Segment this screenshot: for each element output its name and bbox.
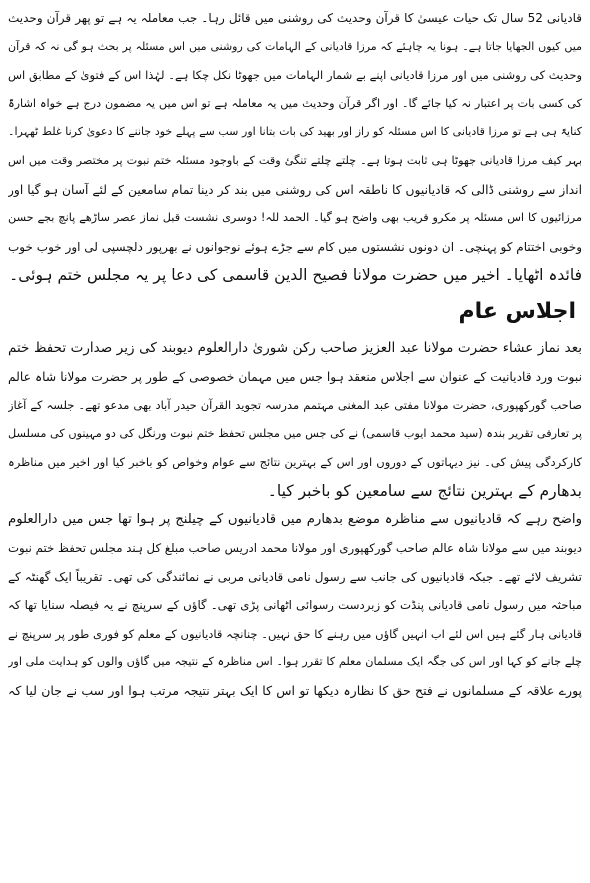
- text-line: فائدہ اٹھایا۔ اخیر میں حضرت مولانا فصیح الدین قاسمی کی دعا پر یہ مجلس ختم ہوئی۔: [9, 266, 582, 285]
- text-line: پر تعارفی تقریر بندہ (سید محمد ایوب قاسمی) نے کی جس میں مجلس تحفظ ختم نبوت ورنگل کی دو مہینوں کی مسلسل: [8, 426, 582, 440]
- text-line: صاحب گورکھپوری، حضرت مولانا مفتی عبد المغنی مہتمم مدرسہ تجوید القرآن حیدر آباد بھی مدعو تھے۔ جلسہ کے آغاز: [8, 398, 582, 413]
- text-line: کارکردگی پیش کی۔ نیز دیہاتوں کے دوروں اور اس کے بہترین نتائج سے عوام وخواص کو باخبر کیا اور اخیر میں مناظرہ: [8, 455, 582, 470]
- paragraph-1: [8, 4, 582, 290]
- text-line: چلے جانے کو کہا اور اس کی جگہ ایک مسلمان معلم کا تقرر ہوا۔ اس مناظرہ کے نتیجہ میں گاؤں والوں کو ہدایت ملی اور: [8, 655, 582, 669]
- text-line: انداز سے روشنی ڈالی کہ قادیانیوں کا ناطقہ اس کی روشنی میں بند کر دینا تمام سامعین کے لئے آسان ہو گیا اور: [8, 182, 582, 197]
- document-page: [8, 4, 582, 706]
- text-line: نبوت ورد قادیانیت کے عنوان سے اجلاس منعقد ہوا جس میں مہمان خصوصی کے طور پر حضرت مولانا شاہ عالم: [8, 369, 582, 384]
- text-line: مباحثہ میں رسول نامی قادیانی پنڈت کو زبردست رسوائی اٹھانی پڑی تھی۔ گاؤں کے سرپنچ نے یہ فیصلہ سنایا تھا کہ: [8, 598, 582, 613]
- text-line: کنایۃً ہی ہے تو مرزا قادیانی کا اس مسئلہ کو راز اور بھید کی بات بتانا اور سب سے پہلے خود جاننے کا دعویٰ کرنا غلط ٹھہرا۔: [8, 125, 582, 139]
- text-line: مرزائیوں کا اس مسئلہ پر مکرو فریب بھی واضح ہو گیا۔ الحمد للہ! دوسری نشست قبل نماز عصر ساڑھے پانچ بجے حسن: [8, 211, 582, 225]
- text-line: بہر کیف مرزا قادیانی جھوٹا ہی ثابت ہوتا ہے۔ چلتے چلتے تنگیٔ وقت کے باوجود مسئلہ ختم نبوت پر مختصر وقت میں اس: [8, 153, 582, 167]
- text-line: بعد نماز عشاء حضرت مولانا عبد العزیز صاحب رکن شوریٰ دارالعلوم دیوبند کی زیر صدارت تحفظ ختم: [8, 339, 582, 356]
- text-line: کی کسی بات پر اعتبار نہ کیا جائے گا۔ اور اگر قرآن وحدیث میں یہ معاملہ ہے تو اس میں یہ مضمون درج ہے خواہ اشارۃً: [8, 96, 582, 110]
- paragraph-3: [8, 506, 582, 706]
- text-line: بدھارم کے بہترین نتائج سے سامعین کو باخبر کیا۔: [267, 481, 582, 500]
- text-line: وخوبی اختتام کو پہنچی۔ ان دونوں نشستوں میں کام سے جڑے ہوئے نوجوانوں نے بھرپور دلچسپی لی اور خوب خوب: [8, 239, 582, 254]
- text-line: دیوبند میں سے مولانا شاہ عالم صاحب گورکھپوری اور مولانا محمد ادریس صاحب مبلغ کل ہند مجلس تحفظ ختم نبوت: [8, 541, 582, 556]
- text-line: قادیانی 52 سال تک حیات عیسیٰ کا قرآن وحدیث کی روشنی میں قائل رہا۔ جب معاملہ یہ ہے تو پھر قرآن وحدیث: [8, 11, 582, 25]
- text-line: میں کیوں الجھایا جاتا ہے۔ ہونا یہ چاہئے کہ مرزا قادیانی کے الہامات کی روشنی میں اس مسئلہ پر بحث ہو گی نہ کہ قرآن: [8, 39, 582, 53]
- text-line: قادیانی ہار گئے ہیں اس لئے اب انہیں گاؤں میں رہنے کا حق نہیں۔ چنانچہ قادیانیوں کے معلم کو فوری طور پر سرپنچ نے: [8, 626, 582, 641]
- text-line: واضح رہے کہ قادیانیوں سے مناظرہ موضع بدھارم میں قادیانیوں کے چیلنج پر ہوا تھا جس میں دارالعلوم: [8, 511, 582, 527]
- text-line: وحدیث کی روشنی میں اور مرزا قادیانی اپنے بے شمار الہامات میں جھوٹا نکل چکا ہے۔ لہٰذا اس کے فتویٰ کے مطابق اس: [8, 68, 582, 83]
- paragraph-2: [8, 334, 582, 506]
- text-line: تشریف لائے تھے۔ جبکہ قادیانیوں کی جانب سے رسول نامی قادیانی مربی نے نمائندگی کی تھی۔ تقریباً ایک گھنٹہ کے: [8, 569, 582, 584]
- section-heading: اجلاس عام: [458, 298, 576, 324]
- text-line: پورے علاقہ کے مسلمانوں نے فتح حق کا نظارہ دیکھا تو اس کا ایک بہتر نتیجہ مرتب ہوا اور سب نے جان لیا کہ: [8, 683, 582, 699]
